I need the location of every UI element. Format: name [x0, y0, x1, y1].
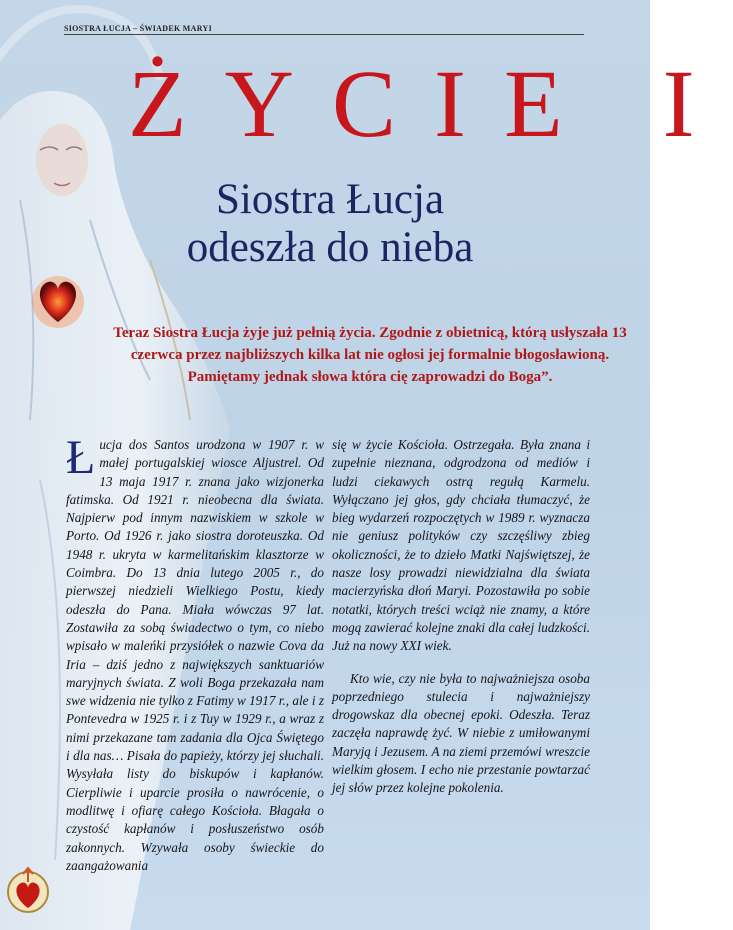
body-column-right	[332, 436, 590, 798]
sacred-heart-icon	[6, 862, 50, 918]
body-paragraph-2: się w życie Kościoła. Ostrzegała. Była znana i zupełnie nieznana, odgrodzona od mediów i ludzi ciekawych ostrą regułą Karmelu. Wyłączano jej głos, gdy chciała tłumaczyć, że bieg wydarzeń rozpoczętych w 1989 r. wyznacza nie geniusz polityków czy szczęśliwy zbieg okoliczności, że to dzieło Matki Najświętszej, że nasze losy prowadzi niewidzialna dla świata macierzyńska dłoń Maryi. Pozostawiła po sobie notatki, których treści wciąż nie znamy, a które mogą zawierać kolejne znaki dla całej ludzkości. Już na nowy XXI wiek.	[332, 437, 590, 654]
subtitle-line-1: Siostra Łucja	[215, 176, 445, 223]
body-paragraph-3: Kto wie, czy nie była to najważniejsza osoba poprzedniego stulecia i najważniejszy drogowskaz dla obecnej epoki. Odeszła. Teraz zaczęła naprawdę żyć. W niebie z umiłowanymi Maryją i Jezusem. A na ziemi przemówi wreszcie wielkim głosem. I echo nie przestanie powtarzać jej słów przez kolejne pokolenia.	[332, 670, 590, 796]
body-text-col1: ucja dos Santos urodzona w 1907 r. w małej portugalskiej wiosce Aljustrel. Od 13 maja 1917 r. znana jako wizjonerka fatimska. Od 1921 r. nieobecna dla świata. Najpierw pod innym nazwiskiem w szkole w Porto. Od 1926 r. jako siostra doroteuszka. Od 1948 r. ukryta w karmelitańskim klasztorze w Coimbra. Do 13 dnia lutego 2005 r., do pierwszej niedzieli Wielkiego Postu, kiedy odeszła do Pana. Miała wówczas 97 lat. Zostawiła za sobą świadectwo o tym, co niebo wpisało w maleńki przysiółek o nazwie Cova da Iria – dziś jedno z największych sanktuariów maryjnych świata. Z woli Boga przekazała nam swe widzenia nie tylko z Fatimy w 1917 r., ale i z Pontevedra w 1925 r. i z Tuy w 1929 r., a wraz z nimi przekazane tam zadania dla Ojca Świętego i dla nas… Pisała do papieży, którzy jej słuchali. Wysyłała listy do biskupów i kapłanów. Cierpliwie i uparcie prosiła o nawrócenie, o modlitwę i ofiarę całego Kościoła. Błagała o czystość kapłanów i posłuszeństwo osób zakonnych. Wzywała osoby świeckie do zaangażowania	[66, 437, 324, 873]
subtitle	[120, 176, 540, 272]
header-rule	[64, 34, 584, 35]
body-paragraph-1	[66, 431, 324, 875]
page-title: ŻYCIE I	[128, 50, 733, 157]
subtitle-line-2: odeszła do nieba	[186, 224, 474, 272]
running-head: SIOSTRA ŁUCJA – ŚWIADEK MARYI	[64, 24, 213, 33]
lead-paragraph: Teraz Siostra Łucja żyje już pełnią życia. Zgodnie z obietnicą, którą usłyszała 13 czerwca przez najbliższych kilka lat nie ogłosi jej formalnie błogosławioną. Pamiętamy jednak słowa która cię zaprowadzi do Boga”.	[113, 325, 627, 385]
body-column-left	[66, 431, 324, 875]
dropcap-letter: Ł	[66, 431, 96, 484]
